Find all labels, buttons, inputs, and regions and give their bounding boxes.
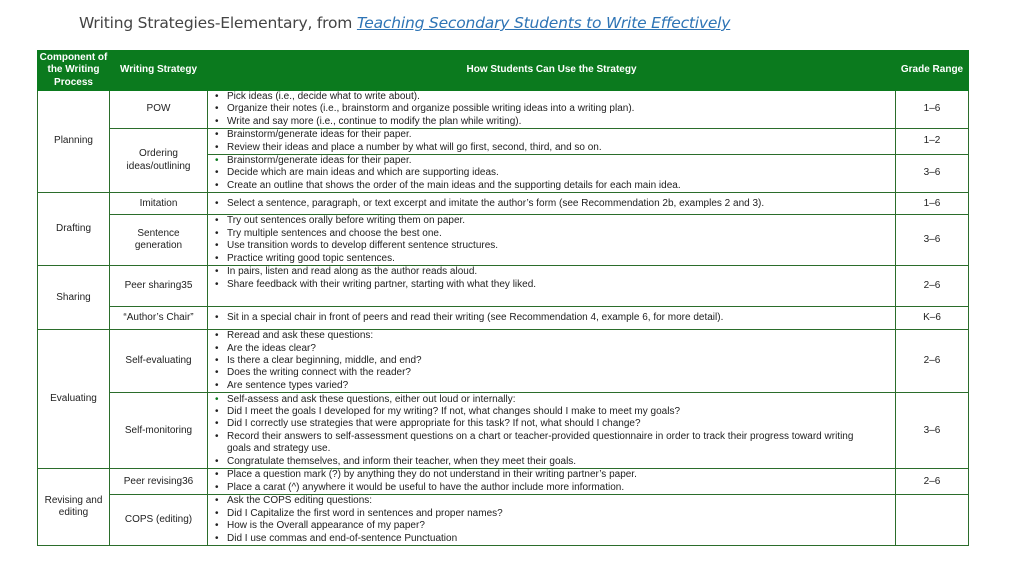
bullet-item: • Ask the COPS editing questions: [213,495,892,507]
bullet-item: • Record their answers to self-assessment questions on a chart or teacher-provided questionnaire in order to track their progress toward writing goals and strategy use. [213,431,867,456]
grade-cell: 3–6 [896,215,969,266]
table-row [38,129,969,155]
bullet-item: • Sit in a special chair in front of peers and read their writing (see Recommendation 4, example 6, for more detail). [213,312,892,324]
component-cell: Sharing [38,266,110,330]
page-title [79,14,730,32]
component-cell: Revising and editing [38,469,110,546]
how-cell [208,155,896,193]
strategy-cell: “Author’s Chair” [110,307,208,330]
bullet-item: • Brainstorm/generate ideas for their paper. [213,129,892,141]
bullet-item: • Practice writing good topic sentences. [213,253,892,265]
how-cell [208,469,896,495]
grade-cell: 1–6 [896,91,969,129]
table-row [38,193,969,215]
strategy-cell: Peer sharing35 [110,266,208,307]
bullet-item: • Pick ideas (i.e., decide what to write about). [213,91,892,103]
table-row [38,330,969,393]
bullet-item: • Are the ideas clear? [213,343,892,355]
grade-cell: K–6 [896,307,969,330]
header-how: How Students Can Use the Strategy [208,51,896,91]
table-row [38,393,969,469]
strategy-cell: Peer revising36 [110,469,208,495]
bullet-item: • Is there a clear beginning, middle, and end? [213,355,892,367]
strategy-cell: COPS (editing) [110,495,208,546]
how-cell [208,307,896,330]
title-prefix: Writing Strategies-Elementary, from [79,14,357,32]
bullet-item: • Place a carat (^) anywhere it would be useful to have the author include more information. [213,482,892,494]
grade-cell: 3–6 [896,393,969,469]
table-row [38,215,969,266]
bullet-item: • Try out sentences orally before writing them on paper. [213,215,892,227]
bullet-item: • Congratulate themselves, and inform their teacher, when they meet their goals. [213,456,892,468]
bullet-item: • Use transition words to develop different sentence structures. [213,240,892,252]
bullet-item: • Did I use commas and end-of-sentence Punctuation [213,533,892,545]
bullet-item: • Brainstorm/generate ideas for their paper. [213,155,892,167]
grade-cell: 1–6 [896,193,969,215]
bullet-item: • Does the writing connect with the reader? [213,367,892,379]
how-cell [208,330,896,393]
grade-cell: 2–6 [896,330,969,393]
strategy-cell: Imitation [110,193,208,215]
source-link[interactable]: Teaching Secondary Students to Write Effectively [356,14,731,32]
grade-cell [896,495,969,546]
how-cell [208,393,896,469]
bullet-item: • Did I correctly use strategies that were appropriate for this task? If not, what should I change? [213,418,892,430]
bullet-item: • Review their ideas and place a number by what will go first, second, third, and so on. [213,142,892,154]
header-row [38,51,969,91]
bullet-item: • Try multiple sentences and choose the best one. [213,228,892,240]
bullet-item: • Write and say more (i.e., continue to modify the plan while writing). [213,116,892,128]
strategy-cell: Ordering ideas/outlining [110,129,208,193]
bullet-item: • How is the Overall appearance of my paper? [213,520,892,532]
writing-strategies-table [37,50,969,546]
bullet-item: • Self-assess and ask these questions, either out loud or internally: [213,394,892,406]
table-row [38,91,969,129]
grade-cell: 2–6 [896,469,969,495]
how-cell [208,91,896,129]
bullet-item: • Did I meet the goals I developed for my writing? If not, what changes should I make to meet my goals? [213,406,892,418]
bullet-item: • Create an outline that shows the order of the main ideas and the supporting details for each main idea. [213,180,892,192]
grade-cell: 3–6 [896,155,969,193]
strategy-cell: Self-monitoring [110,393,208,469]
bullet-item: • Organize their notes (i.e., brainstorm and organize possible writing ideas into a writing plan). [213,103,892,115]
bullet-item: • Reread and ask these questions: [213,330,892,342]
header-strategy: Writing Strategy [110,51,208,91]
component-cell: Drafting [38,193,110,266]
table-row [38,307,969,330]
how-cell [208,266,896,307]
bullet-item: • Decide which are main ideas and which are supporting ideas. [213,167,892,179]
bullet-item: • Share feedback with their writing partner, starting with what they liked. [213,279,892,291]
table-row [38,469,969,495]
how-cell [208,215,896,266]
strategy-cell: POW [110,91,208,129]
bullet-item: • Select a sentence, paragraph, or text excerpt and imitate the author’s form (see Recommendation 2b, examples 2 and 3). [213,198,892,210]
component-cell: Evaluating [38,330,110,469]
how-cell [208,129,896,155]
bullet-item: • Are sentence types varied? [213,380,892,392]
component-cell: Planning [38,91,110,193]
table-row [38,266,969,307]
header-component: Component of the Writing Process [38,51,110,91]
how-cell [208,193,896,215]
strategy-cell: Self-evaluating [110,330,208,393]
grade-cell: 2–6 [896,266,969,307]
bullet-item: • In pairs, listen and read along as the author reads aloud. [213,266,892,278]
how-cell [208,495,896,546]
bullet-item: • Did I Capitalize the first word in sentences and proper names? [213,508,892,520]
header-grade: Grade Range [896,51,969,91]
table-row [38,495,969,546]
strategy-cell: Sentence generation [110,215,208,266]
grade-cell: 1–2 [896,129,969,155]
bullet-item: • Place a question mark (?) by anything they do not understand in their writing partner’s paper. [213,469,892,481]
